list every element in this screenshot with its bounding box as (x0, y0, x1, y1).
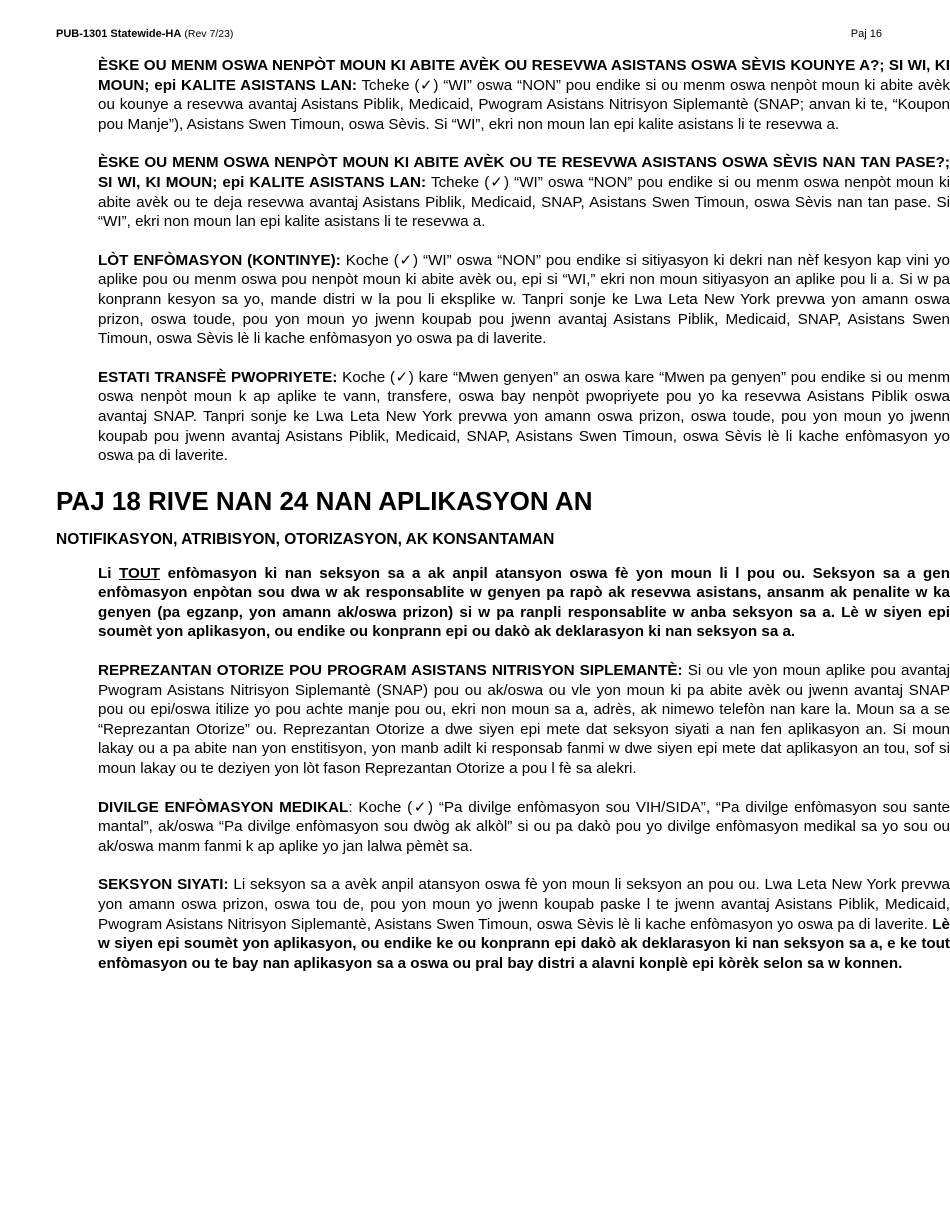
property-transfer-paragraph (98, 368, 950, 466)
section-title: PAJ 18 RIVE NAN 24 NAN APLIKASYON AN (56, 485, 593, 516)
paragraph-heading: SEKSYON SIYATI: (98, 876, 229, 894)
paragraph-heading: DIVILGE ENFÒMASYON MEDIKAL (98, 798, 349, 816)
page-number: Paj 16 (850, 28, 882, 40)
intro-after: enfòmasyon ki nan seksyon sa a ak anpil atansyon oswa fè yon moun li l pou ou. Seksyon sa a gen enfòmasyon enpòtan sou dwa w ak responsablite w genyen pa rapò ak resevwa asistans, ansanm ak penalite w ka genyen (pa egzanp, yon amann ak/oswa prizon) si w pa ranpli responsablite w anba seksyon sa a. Lè w siyen epi soumèt yon aplikasyon, ou endike ou konprann epi ou dakò ak deklarasyon ki nan seksyon sa a. (98, 564, 950, 641)
paragraph-body: Koche (✓) “WI” oswa “NON” pou endike si sitiyasyon ki dekri nan nèf kesyon kap vini yo aplike pou ou menm oswa pou nenpòt moun ki abite avèk ou, epi si “WI,” ekri non moun sitiyasyon an aplike pou li a. Si w pa konprann kesyon sa yo, mande distri w la pou li eksplike w. Tanpri sonje ke Lwa Leta New York prevwa yon amann oswa prizon, oswa toude, pou yon moun yo jwenn koupab pou jwenn avantaj Asistans Piblik, Medicaid, SNAP, Asistans Swen Timoun, oswa Sèvis lè li kache enfòmasyon yo oswa pa di laverite. (98, 251, 950, 348)
paragraph-heading: ÈSKE OU MENM OSWA NENPÒT MOUN KI ABITE AVÈK OU RESEVWA ASISTANS OSWA SÈVIS KOUNYE A?; SI WI, KI MOUN; epi KALITE ASISTANS LAN: (98, 57, 950, 94)
past-assistance-paragraph (98, 153, 950, 231)
intro-text (98, 565, 950, 641)
signature-section-paragraph (98, 875, 950, 973)
paragraph-body: Tcheke (✓) “WI” oswa “NON” pou endike si ou menm oswa nenpòt moun ki abite avèk ou kounye a resevwa avantaj Asistans Piblik, Medicaid, Pwogram Asistans Nitrisyon Siplemantè (SNAP; anvan ki te, “Koupon pou Manje”), Asistans Swen Timoun, oswa Sèvis. Si “WI”, ekri non moun lan epi kalite asistans li te resevwa a. (98, 76, 950, 133)
paragraph-heading: ESTATI TRANSFÈ PWOPRIYETE: (98, 368, 338, 386)
intro-paragraph (98, 564, 950, 642)
intro-before: Li (98, 564, 120, 582)
document-code: PUB-1301 Statewide-HA (56, 28, 182, 40)
paragraph-body: Si ou vle yon moun aplike pou avantaj Pwogram Asistans Nitrisyon Siplemantè (SNAP) pou ou ak/oswa ou vle yon moun ki pa abite avèk ou jwenn avantaj SNAP pou ou epi/oswa itilize yo pou achte manje pou ou, ekri non moun sa a, adrès, ak nimewo telefòn nan kare la. Moun sa a se “Reprezantan Otorize” ou. Reprezantan Otorize a dwe siyen epi mete dat seksyon siyati a nan fen aplikasyon an. Si moun lakay ou a pa abite nan yon enstitisyon, yon manb adilt ki responsab fanmi w dwe siyen epi mete dat aplikasyon an tou, sof si moun lakay ou te deziyen yon lòt fason Reprezantan Otorize a pou l fè sa alekri. (98, 662, 950, 778)
paragraph-heading: LÒT ENFÒMASYON (KONTINYE): (98, 251, 341, 269)
paragraph-heading: ÈSKE OU MENM OSWA NENPÒT MOUN KI ABITE AVÈK OU TE RESEVWA ASISTANS OSWA SÈVIS NAN TAN PASE?; SI WI, KI MOUN; epi KALITE ASISTANS LAN: (98, 154, 950, 191)
paragraph-body: : Koche (✓) “Pa divilge enfòmasyon sou VIH/SIDA”, “Pa divilge enfòmasyon sou sante mantal”, ak/oswa “Pa divilge enfòmasyon sou dwòg ak alkòl” si ou pa dakò pou yo divilge enfòmasyon medikal sa yo sou ou ak/oswa manm fanmi k ap aplike yo jan lalwa pèmèt sa. (98, 798, 950, 855)
medical-disclosure-paragraph (98, 798, 950, 857)
page-header (56, 28, 894, 44)
paragraph-heading: REPREZANTAN OTORIZE POU PROGRAM ASISTANS NITRISYON SIPLEMANTÈ: (98, 662, 683, 680)
paragraph-body: Li seksyon sa a avèk anpil atansyon oswa fè yon moun li seksyon an pou ou. Lwa Leta New York prevwa yon amann oswa prizon, oswa tou de, pou yon moun yo jwenn koupab paske l te jwenn avantaj Asistans Piblik, Medicaid, Pwogram Asistans Nitrisyon Siplemantè, Asistans Swen Timoun, oswa Sèvis lè li kache enfòmasyon yo oswa pa di laverite. (98, 876, 950, 933)
document-id (56, 28, 233, 40)
subsection-title: NOTIFIKASYON, ATRIBISYON, OTORIZASYON, AK KONSANTAMAN (56, 530, 555, 548)
other-information-paragraph (98, 251, 950, 349)
paragraph-body: Koche (✓) kare “Mwen genyen” an oswa kare “Mwen pa genyen” pou endike si ou menm oswa nenpòt moun k ap aplike te vann, transfere, oswa bay nenpòt pwopriyete pou yo ka resevwa Asistans Piblik oswa avantaj SNAP. Tanpri sonje ke Lwa Leta New York prevwa yon amann oswa prizon, oswa toude, pou yon moun yo jwenn koupab pou jwenn avantaj Asistans Piblik, Medicaid, SNAP, Asistans Swen Timoun, oswa Sèvis lè li kache enfòmasyon yo oswa pa di laverite. (98, 368, 950, 465)
current-assistance-paragraph (98, 56, 950, 134)
revision: (Rev 7/23) (184, 28, 234, 40)
paragraph-body: Tcheke (✓) “WI” oswa “NON” pou endike si ou menm oswa nenpòt moun ki abite avèk ou te deja resevwa avantaj Asistans Piblik, Medicaid, SNAP, Asistans Swen Timoun, oswa Sèvis nan tan pase. Si “WI”, ekri non moun lan epi kalite asistans li te resevwa a. (98, 173, 950, 231)
intro-underlined: TOUT (119, 564, 161, 582)
page-content (56, 56, 950, 992)
authorized-representative-paragraph (98, 661, 950, 779)
paragraph-tail: Lè w siyen epi soumèt yon aplikasyon, ou endike ke ou konprann epi dakò ak deklarasyon ki nan seksyon sa a, e ke tout enfòmasyon ou te bay nan aplikasyon sa a oswa ou pral bay distri a alavni konplè epi kòrèk selon sa w konnen. (98, 915, 950, 972)
